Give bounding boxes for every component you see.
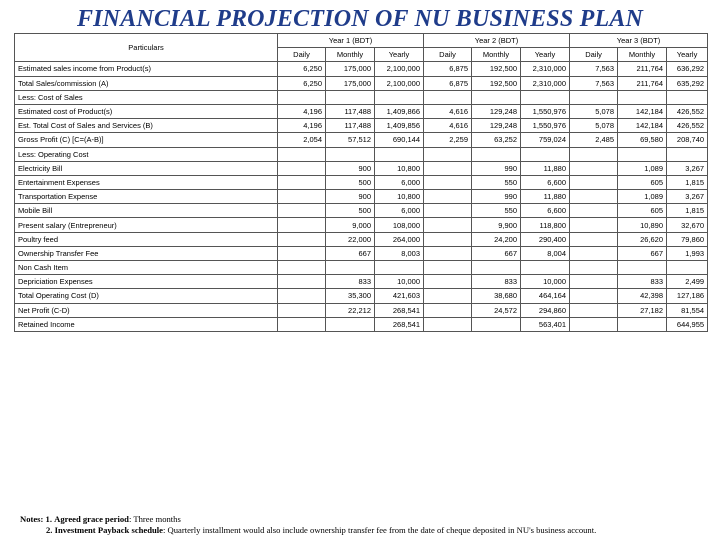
table-row <box>15 261 708 275</box>
value-cell: 833 <box>326 275 375 289</box>
value-cell: 421,603 <box>375 289 424 303</box>
value-cell: 636,292 <box>667 62 708 76</box>
value-cell: 833 <box>472 275 521 289</box>
value-cell: 9,900 <box>472 218 521 232</box>
table-row <box>15 317 708 331</box>
row-label: Estimated cost of Product(s) <box>15 104 278 118</box>
value-cell: 57,512 <box>326 133 375 147</box>
value-cell: 6,875 <box>424 62 472 76</box>
value-cell <box>278 303 326 317</box>
table-row <box>15 289 708 303</box>
value-cell <box>424 161 472 175</box>
value-cell: 24,572 <box>472 303 521 317</box>
value-cell: 264,000 <box>375 232 424 246</box>
table-row <box>15 133 708 147</box>
value-cell: 500 <box>326 175 375 189</box>
table-row <box>15 204 708 218</box>
value-cell: 22,212 <box>326 303 375 317</box>
value-cell: 192,500 <box>472 62 521 76</box>
value-cell <box>278 246 326 260</box>
value-cell: 667 <box>326 246 375 260</box>
value-cell: 118,800 <box>521 218 570 232</box>
year3-header: Year 3 (BDT) <box>570 34 708 48</box>
value-cell <box>326 90 375 104</box>
row-label: Present salary (Entrepreneur) <box>15 218 278 232</box>
notes <box>20 514 715 536</box>
value-cell <box>570 246 618 260</box>
row-label: Total Operating Cost (D) <box>15 289 278 303</box>
value-cell <box>326 317 375 331</box>
row-label: Ownership Transfer Fee <box>15 246 278 260</box>
value-cell: 6,250 <box>278 62 326 76</box>
value-cell <box>326 261 375 275</box>
value-cell <box>424 232 472 246</box>
value-cell: 833 <box>618 275 667 289</box>
value-cell: 117,488 <box>326 119 375 133</box>
value-cell: 268,541 <box>375 317 424 331</box>
row-label: Poultry feed <box>15 232 278 246</box>
value-cell: 2,100,000 <box>375 76 424 90</box>
value-cell: 1,089 <box>618 161 667 175</box>
value-cell <box>278 161 326 175</box>
note-1-heading: Agreed grace period <box>54 514 129 524</box>
row-label: Entertainment Expenses <box>15 175 278 189</box>
table-row <box>15 147 708 161</box>
table-row <box>15 246 708 260</box>
header-row-years <box>15 34 708 48</box>
value-cell: 8,003 <box>375 246 424 260</box>
value-cell: 4,616 <box>424 119 472 133</box>
value-cell: 2,259 <box>424 133 472 147</box>
value-cell <box>570 303 618 317</box>
value-cell: 1,089 <box>618 190 667 204</box>
value-cell <box>521 90 570 104</box>
value-cell: 192,500 <box>472 76 521 90</box>
row-label: Mobile Bill <box>15 204 278 218</box>
value-cell: 7,563 <box>570 62 618 76</box>
row-label: Non Cash Item <box>15 261 278 275</box>
value-cell <box>667 147 708 161</box>
note-1 <box>20 514 715 525</box>
row-label: Est. Total Cost of Sales and Services (B) <box>15 119 278 133</box>
value-cell: 2,100,000 <box>375 62 424 76</box>
notes-prefix: Notes: <box>20 514 44 524</box>
value-cell <box>570 147 618 161</box>
row-label: Total Sales/commission (A) <box>15 76 278 90</box>
value-cell <box>278 175 326 189</box>
note-1-text: : Three months <box>128 514 181 524</box>
value-cell: 10,800 <box>375 190 424 204</box>
value-cell: 35,300 <box>326 289 375 303</box>
value-cell <box>521 261 570 275</box>
value-cell <box>570 275 618 289</box>
value-cell: 3,267 <box>667 161 708 175</box>
value-cell: 1,815 <box>667 175 708 189</box>
value-cell: 6,600 <box>521 204 570 218</box>
value-cell <box>618 317 667 331</box>
value-cell <box>278 90 326 104</box>
page-title: FINANCIAL PROJECTION OF NU BUSINESS PLAN <box>76 6 644 32</box>
value-cell: 211,764 <box>618 76 667 90</box>
table-row <box>15 76 708 90</box>
yearly-header: Yearly <box>375 48 424 62</box>
value-cell: 464,164 <box>521 289 570 303</box>
table-row <box>15 275 708 289</box>
value-cell: 10,890 <box>618 218 667 232</box>
value-cell: 1,409,856 <box>375 119 424 133</box>
value-cell: 294,860 <box>521 303 570 317</box>
value-cell: 175,000 <box>326 62 375 76</box>
note-2-heading: Investment Payback schedule <box>54 525 163 535</box>
value-cell <box>278 218 326 232</box>
value-cell <box>278 275 326 289</box>
value-cell: 6,000 <box>375 175 424 189</box>
value-cell <box>570 232 618 246</box>
value-cell <box>472 261 521 275</box>
value-cell: 6,250 <box>278 76 326 90</box>
daily-header: Daily <box>278 48 326 62</box>
value-cell <box>570 289 618 303</box>
value-cell <box>424 275 472 289</box>
value-cell: 10,000 <box>375 275 424 289</box>
value-cell: 635,292 <box>667 76 708 90</box>
value-cell: 6,600 <box>521 175 570 189</box>
table-row <box>15 104 708 118</box>
table-row <box>15 161 708 175</box>
table-row <box>15 303 708 317</box>
row-label: Transportation Expense <box>15 190 278 204</box>
year1-header: Year 1 (BDT) <box>278 34 424 48</box>
value-cell: 5,078 <box>570 104 618 118</box>
row-label: Less: Cost of Sales <box>15 90 278 104</box>
value-cell: 79,860 <box>667 232 708 246</box>
value-cell <box>424 204 472 218</box>
value-cell: 4,196 <box>278 119 326 133</box>
value-cell: 500 <box>326 204 375 218</box>
note-1-number: 1. <box>45 514 52 524</box>
value-cell <box>375 147 424 161</box>
table-body <box>15 62 708 332</box>
row-label: Gross Profit (C) [C=(A-B)] <box>15 133 278 147</box>
value-cell: 2,310,000 <box>521 76 570 90</box>
value-cell: 7,563 <box>570 76 618 90</box>
value-cell <box>570 190 618 204</box>
value-cell: 690,144 <box>375 133 424 147</box>
value-cell: 2,054 <box>278 133 326 147</box>
value-cell: 129,248 <box>472 119 521 133</box>
value-cell <box>424 218 472 232</box>
value-cell: 605 <box>618 204 667 218</box>
value-cell: 990 <box>472 161 521 175</box>
value-cell: 81,554 <box>667 303 708 317</box>
value-cell: 667 <box>618 246 667 260</box>
value-cell: 667 <box>472 246 521 260</box>
value-cell: 38,680 <box>472 289 521 303</box>
value-cell: 1,409,866 <box>375 104 424 118</box>
row-label: Electricity Bill <box>15 161 278 175</box>
value-cell: 175,000 <box>326 76 375 90</box>
value-cell <box>618 147 667 161</box>
yearly-header: Yearly <box>667 48 708 62</box>
value-cell <box>667 90 708 104</box>
value-cell: 4,616 <box>424 104 472 118</box>
value-cell <box>570 261 618 275</box>
value-cell <box>326 147 375 161</box>
value-cell: 127,186 <box>667 289 708 303</box>
value-cell <box>424 317 472 331</box>
value-cell: 42,398 <box>618 289 667 303</box>
row-label: Retained Income <box>15 317 278 331</box>
yearly-header: Yearly <box>521 48 570 62</box>
value-cell: 10,000 <box>521 275 570 289</box>
value-cell <box>424 175 472 189</box>
value-cell <box>521 147 570 161</box>
value-cell <box>570 161 618 175</box>
table-row <box>15 175 708 189</box>
value-cell: 644,955 <box>667 317 708 331</box>
value-cell <box>472 90 521 104</box>
value-cell: 22,000 <box>326 232 375 246</box>
daily-header: Daily <box>570 48 618 62</box>
value-cell: 426,552 <box>667 104 708 118</box>
value-cell: 24,200 <box>472 232 521 246</box>
value-cell: 6,000 <box>375 204 424 218</box>
value-cell: 550 <box>472 204 521 218</box>
row-label: Less: Operating Cost <box>15 147 278 161</box>
value-cell <box>570 204 618 218</box>
monthly-header: Monthly <box>326 48 375 62</box>
value-cell <box>278 317 326 331</box>
table-row <box>15 218 708 232</box>
value-cell: 563,401 <box>521 317 570 331</box>
value-cell: 129,248 <box>472 104 521 118</box>
value-cell: 759,024 <box>521 133 570 147</box>
value-cell <box>424 246 472 260</box>
value-cell: 6,875 <box>424 76 472 90</box>
value-cell: 4,196 <box>278 104 326 118</box>
value-cell: 2,485 <box>570 133 618 147</box>
monthly-header: Monthly <box>618 48 667 62</box>
value-cell: 1,550,976 <box>521 104 570 118</box>
value-cell <box>618 90 667 104</box>
value-cell: 5,078 <box>570 119 618 133</box>
particulars-header: Particulars <box>15 34 278 62</box>
value-cell: 63,252 <box>472 133 521 147</box>
value-cell: 11,880 <box>521 161 570 175</box>
value-cell <box>472 147 521 161</box>
value-cell: 290,400 <box>521 232 570 246</box>
table-row <box>15 90 708 104</box>
value-cell <box>424 190 472 204</box>
value-cell <box>424 90 472 104</box>
value-cell: 8,004 <box>521 246 570 260</box>
value-cell: 900 <box>326 161 375 175</box>
value-cell <box>375 90 424 104</box>
value-cell <box>472 317 521 331</box>
value-cell: 117,488 <box>326 104 375 118</box>
value-cell <box>278 190 326 204</box>
value-cell: 1,993 <box>667 246 708 260</box>
value-cell: 211,764 <box>618 62 667 76</box>
value-cell: 69,580 <box>618 133 667 147</box>
value-cell: 900 <box>326 190 375 204</box>
table-row <box>15 232 708 246</box>
value-cell <box>667 261 708 275</box>
value-cell: 208,740 <box>667 133 708 147</box>
value-cell: 11,880 <box>521 190 570 204</box>
value-cell: 9,000 <box>326 218 375 232</box>
value-cell: 27,182 <box>618 303 667 317</box>
value-cell: 26,620 <box>618 232 667 246</box>
value-cell <box>570 317 618 331</box>
value-cell: 1,815 <box>667 204 708 218</box>
value-cell: 10,800 <box>375 161 424 175</box>
value-cell <box>278 289 326 303</box>
value-cell <box>570 175 618 189</box>
table-row <box>15 119 708 133</box>
row-label: Net Profit (C-D) <box>15 303 278 317</box>
row-label: Depriciation Expenses <box>15 275 278 289</box>
row-label: Estimated sales income from Product(s) <box>15 62 278 76</box>
financial-projection-table <box>14 33 708 332</box>
value-cell: 32,670 <box>667 218 708 232</box>
value-cell <box>278 204 326 218</box>
table-row <box>15 190 708 204</box>
monthly-header: Monthly <box>472 48 521 62</box>
daily-header: Daily <box>424 48 472 62</box>
value-cell: 3,267 <box>667 190 708 204</box>
note-2 <box>20 525 715 536</box>
value-cell: 142,184 <box>618 104 667 118</box>
value-cell <box>570 218 618 232</box>
value-cell: 605 <box>618 175 667 189</box>
value-cell: 990 <box>472 190 521 204</box>
value-cell: 550 <box>472 175 521 189</box>
value-cell <box>424 303 472 317</box>
value-cell <box>424 289 472 303</box>
note-2-text: : Quarterly installment would also include ownership transfer fee from the date of cheque deposited in NU's business account. <box>163 525 597 535</box>
value-cell: 1,550,976 <box>521 119 570 133</box>
year2-header: Year 2 (BDT) <box>424 34 570 48</box>
value-cell: 2,499 <box>667 275 708 289</box>
value-cell: 268,541 <box>375 303 424 317</box>
value-cell <box>278 147 326 161</box>
table-row <box>15 62 708 76</box>
value-cell <box>375 261 424 275</box>
value-cell <box>424 261 472 275</box>
value-cell <box>424 147 472 161</box>
value-cell: 426,552 <box>667 119 708 133</box>
value-cell <box>278 232 326 246</box>
value-cell <box>618 261 667 275</box>
value-cell: 142,184 <box>618 119 667 133</box>
value-cell: 108,000 <box>375 218 424 232</box>
value-cell: 2,310,000 <box>521 62 570 76</box>
note-2-number: 2. <box>46 525 53 535</box>
value-cell <box>570 90 618 104</box>
value-cell <box>278 261 326 275</box>
